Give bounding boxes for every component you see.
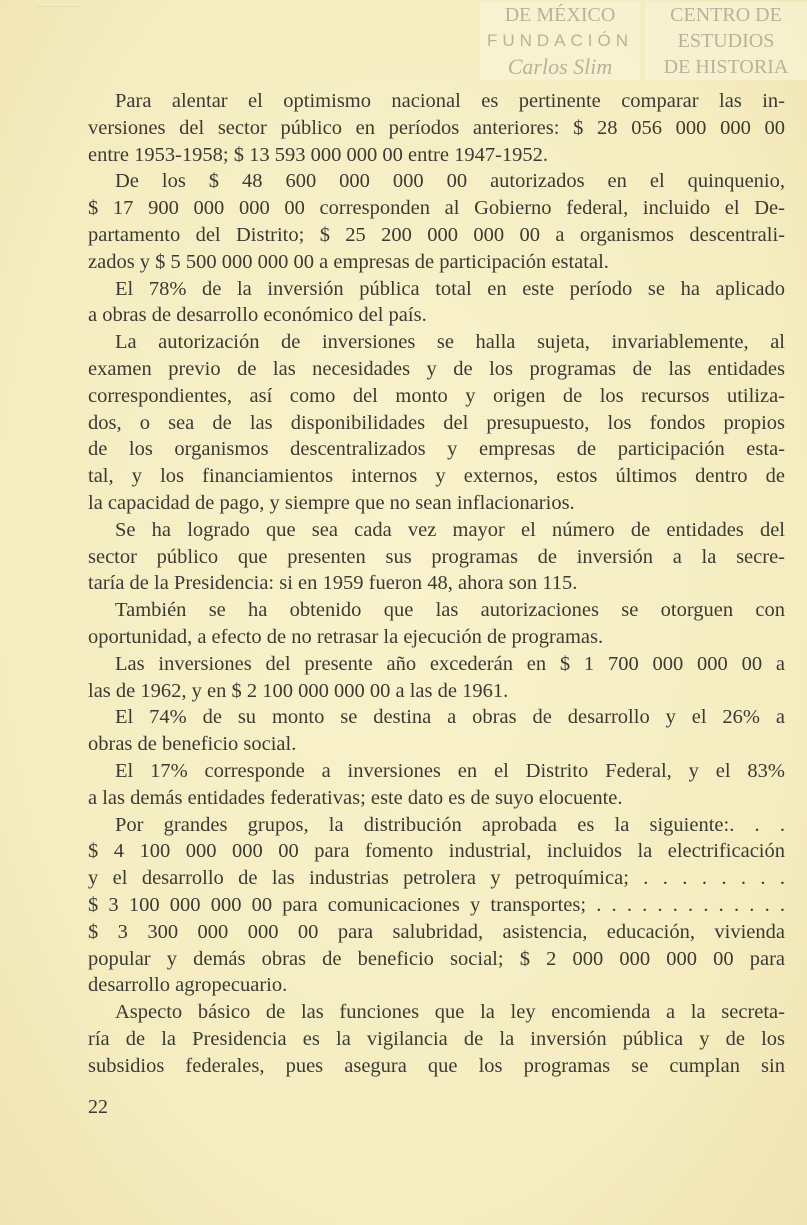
paragraph (88, 999, 785, 1079)
text-line: oportunidad, a efecto de no retrasar la ejecución de programas. (88, 625, 604, 648)
paragraph (88, 651, 785, 705)
paragraph (88, 704, 785, 758)
paragraph (88, 758, 785, 812)
watermark-line: DE MÉXICO (504, 4, 616, 26)
paragraph (88, 168, 785, 275)
text-line: La autorización de inversiones se halla sujeta, invariablemente, al (115, 331, 785, 354)
text-line: De los $ 48 600 000 000 00 autorizados en el quinquenio, (115, 170, 785, 193)
text-line: $ 3 300 000 000 00 para salubridad, asistencia, educación, vivienda (88, 920, 785, 943)
text-line: También se ha obtenido que las autorizaciones se otorguen con (115, 599, 785, 622)
text-line: zados y $ 5 500 000 000 00 a empresas de participación estatal. (88, 250, 609, 273)
page-number: 22 (88, 1096, 108, 1118)
text-line: partamento del Distrito; $ 25 200 000 000 00 a organismos descentrali- (88, 223, 785, 246)
paragraph (88, 597, 785, 651)
text-line: correspondientes, así como del monto y origen de los recursos utiliza- (88, 384, 785, 407)
text-line: popular y demás obras de beneficio social; $ 2 000 000 000 00 para (88, 947, 785, 970)
text-line: obras de beneficio social. (88, 733, 297, 756)
paragraph (88, 88, 785, 168)
paragraph (88, 329, 785, 517)
text-line: Se ha logrado que sea cada vez mayor el número de entidades del (115, 518, 785, 541)
text-line: $ 17 900 000 000 00 corresponden al Gobierno federal, incluido el De- (88, 197, 785, 220)
text-line: taría de la Presidencia: si en 1959 fueron 48, ahora son 115. (88, 572, 578, 595)
watermark-line: DE HISTORIA (663, 56, 789, 78)
text-line: desarrollo agropecuario. (88, 974, 288, 997)
text-line: examen previo de las necesidades y de los programas de las entidades (88, 357, 785, 380)
text-line: $ 3 100 000 000 00 para comunicaciones y transportes; . . . . . . . . . . . . . (88, 893, 785, 916)
text-line: a las demás entidades federativas; este dato es de suyo elocuente. (88, 786, 623, 809)
text-line: ría de la Presidencia es la vigilancia de la inversión pública y de los (88, 1027, 785, 1050)
text-line: subsidios federales, pues asegura que los programas se cumplan sin (88, 1054, 785, 1077)
watermark-signature: Carlos Slim (507, 54, 613, 79)
paragraph (88, 812, 785, 1000)
text-line: sector público que presenten sus programas de inversión a la secre- (88, 545, 785, 568)
text-line: versiones del sector público en períodos anteriores: $ 28 056 000 000 00 (88, 116, 785, 139)
text-line: Las inversiones del presente año excederán en $ 1 700 000 000 00 a (115, 652, 785, 675)
text-line: la capacidad de pago, y siempre que no sean inflacionarios. (88, 491, 575, 514)
text-line: El 78% de la inversión pública total en este período se ha aplicado (115, 277, 785, 300)
paragraph (88, 276, 785, 330)
text-line: entre 1953-1958; $ 13 593 000 000 00 entre 1947-1952. (88, 143, 549, 166)
text-line: Por grandes grupos, la distribución aprobada es la siguiente:. . . (115, 813, 785, 836)
text-line: El 17% corresponde a inversiones en el Distrito Federal, y el 83% (115, 759, 785, 782)
text-line: las de 1962, y en $ 2 100 000 000 00 a las de 1961. (88, 679, 509, 702)
text-line: dos, o sea de las disponibilidades del presupuesto, los fondos propios (88, 411, 785, 434)
text-line: tal, y los financiamientos internos y externos, estos últimos dentro de (88, 465, 785, 488)
watermark-line: ESTUDIOS (677, 30, 775, 52)
scan-mark (35, 6, 80, 7)
text-line: $ 4 100 000 000 00 para fomento industrial, incluidos la electrificación (88, 840, 785, 863)
paragraph (88, 517, 785, 597)
watermark-foundation: FUNDACIÓN (486, 31, 634, 50)
watermark-secondary (480, 2, 640, 80)
text-line: Para alentar el optimismo nacional es pertinente comparar las in- (115, 90, 785, 112)
body-text (88, 88, 785, 1079)
text-line: a obras de desarrollo económico del país. (88, 304, 427, 327)
text-line: y el desarrollo de las industrias petrolera y petroquímica; . . . . . . . . (88, 867, 785, 890)
text-line: de los organismos descentralizados y empresas de participación esta- (88, 438, 785, 461)
watermark (645, 2, 807, 80)
text-line: El 74% de su monto se destina a obras de desarrollo y el 26% a (115, 706, 785, 729)
watermark-line: CENTRO DE (670, 4, 782, 26)
text-line: Aspecto básico de las funciones que la ley encomienda a la secreta- (115, 1001, 785, 1024)
